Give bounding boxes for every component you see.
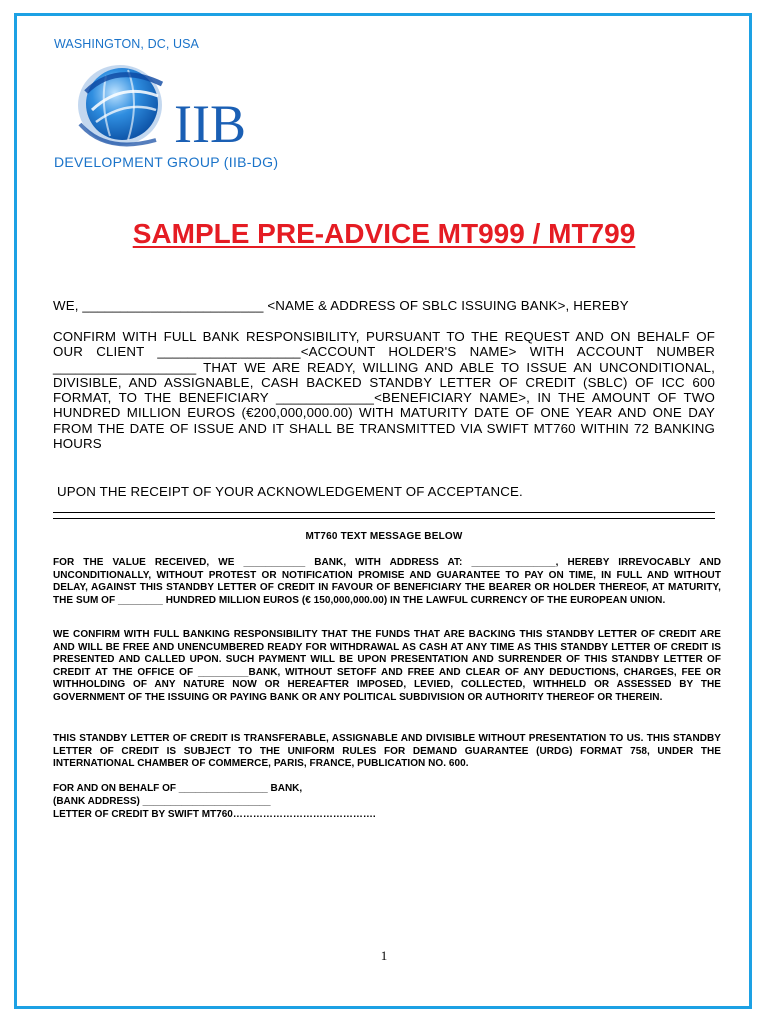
globe-icon bbox=[78, 65, 162, 145]
mt760-paragraph-3: THIS STANDBY LETTER OF CREDIT IS TRANSFERABLE, ASSIGNABLE AND DIVISIBLE WITHOUT PRESENTATION TO US. THIS STANDBY LETTER OF CREDIT IS SUBJECT TO THE UNIFORM RULES FOR DEMAND GUARANTEE (URDG) FORMAT 758, UNDER THE INTERNATIONAL CHAMBER OF COMMERCE, PARIS, FRANCE, PUBLICATION NO. 600. bbox=[53, 733, 721, 770]
document-title: SAMPLE PRE-ADVICE MT999 / MT799 bbox=[132, 218, 636, 249]
pre-advice-paragraph-1: WE, ________________________ <NAME & ADDRESS OF SBLC ISSUING BANK>, HEREBY bbox=[53, 298, 629, 313]
closing-line-2: (BANK ADDRESS) _______________________ bbox=[53, 796, 271, 807]
mt760-heading: MT760 TEXT MESSAGE BELOW bbox=[305, 531, 463, 542]
mt760-paragraph-1: FOR THE VALUE RECEIVED, WE ___________ BANK, WITH ADDRESS AT: _______________, HEREBY IRREVOCABLY AND UNCONDITIONALLY, WITHOUT PROTEST OR NOTIFICATION PROMISE AND GUARANTEE TO PAY ON TIME, IN FULL AND WITHOUT DELAY, AGAINST THIS STANDBY LETTER OF CREDIT IN FAVOUR OF BENEFICIARY THE BEARER OR HOLDER THEREOF, AT MATURITY, THE SUM OF ________ HUNDRED MILLION EUROS (€ 150,000,000.00) IN THE LAWFUL CURRENCY OF THE EUROPEAN UNION. bbox=[53, 557, 721, 606]
pre-advice-paragraph-2: CONFIRM WITH FULL BANK RESPONSIBILITY, PURSUANT TO THE REQUEST AND ON BEHALF OF OUR CLIENT ___________________<ACCOUNT HOLDER'S NAME> WITH ACCOUNT NUMBER ___________________ THAT WE ARE READY, WILLING AND ABLE TO ISSUE AN UNCONDITIONAL, DIVISIBLE, AND ASSIGNABLE, CASH BACKED STANDBY LETTER OF CREDIT (SBLC) OF ICC 600 FORMAT, TO THE BENEFICIARY _____________<BENEFICIARY NAME>, IN THE AMOUNT OF TWO HUNDRED MILLION EUROS (€200,000,000.00) WITH MATURITY DATE OF ONE YEAR AND ONE DAY FROM THE DATE OF ISSUE AND IT SHALL BE TRANSMITTED VIA SWIFT MT760 WITHIN 72 BANKING HOURS bbox=[53, 329, 715, 452]
page-number: 1 bbox=[380, 948, 388, 963]
pre-advice-paragraph-3: UPON THE RECEIPT OF YOUR ACKNOWLEDGEMENT OF ACCEPTANCE. bbox=[57, 484, 523, 499]
closing-line-1: FOR AND ON BEHALF OF ________________ BANK, bbox=[53, 783, 303, 794]
section-divider bbox=[53, 512, 715, 519]
header-subtitle: DEVELOPMENT GROUP (IIB-DG) bbox=[54, 154, 279, 170]
closing-line-3: LETTER OF CREDIT BY SWIFT MT760……………………………………. bbox=[53, 809, 376, 820]
header-location: WASHINGTON, DC, USA bbox=[54, 37, 199, 51]
iib-logo bbox=[76, 62, 256, 154]
mt760-paragraph-2: WE CONFIRM WITH FULL BANKING RESPONSIBILITY THAT THE FUNDS THAT ARE BACKING THIS STANDBY LETTER OF CREDIT ARE AND WILL BE FREE AND UNENCUMBERED READY FOR WITHDRAWAL AS CASH AT ANY TIME AS THIS STANDBY LETTER OF CREDIT IS PRESENTED AND CALLED UPON. SUCH PAYMENT WILL BE UPON PRESENTATION AND SURRENDER OF THIS STANDBY LETTER OF CREDIT AT THE OFFICE OF _________BANK, WITHOUT SETOFF AND FREE AND CLEAR OF ANY DEDUCTIONS, CHARGES, FEE OR WITHHOLDING OF ANY NATURE NOW OR HEREAFTER IMPOSED, LEVIED, COLLECTED, WITHHELD OR ASSESSED BY THE GOVERNMENT OF THE ISSUING OR PAYING BANK OR ANY POLITICAL SUBDIVISION OR AUTHORITY THEREOF OR THEREIN. bbox=[53, 629, 721, 703]
logo-text: IIB bbox=[174, 94, 246, 154]
